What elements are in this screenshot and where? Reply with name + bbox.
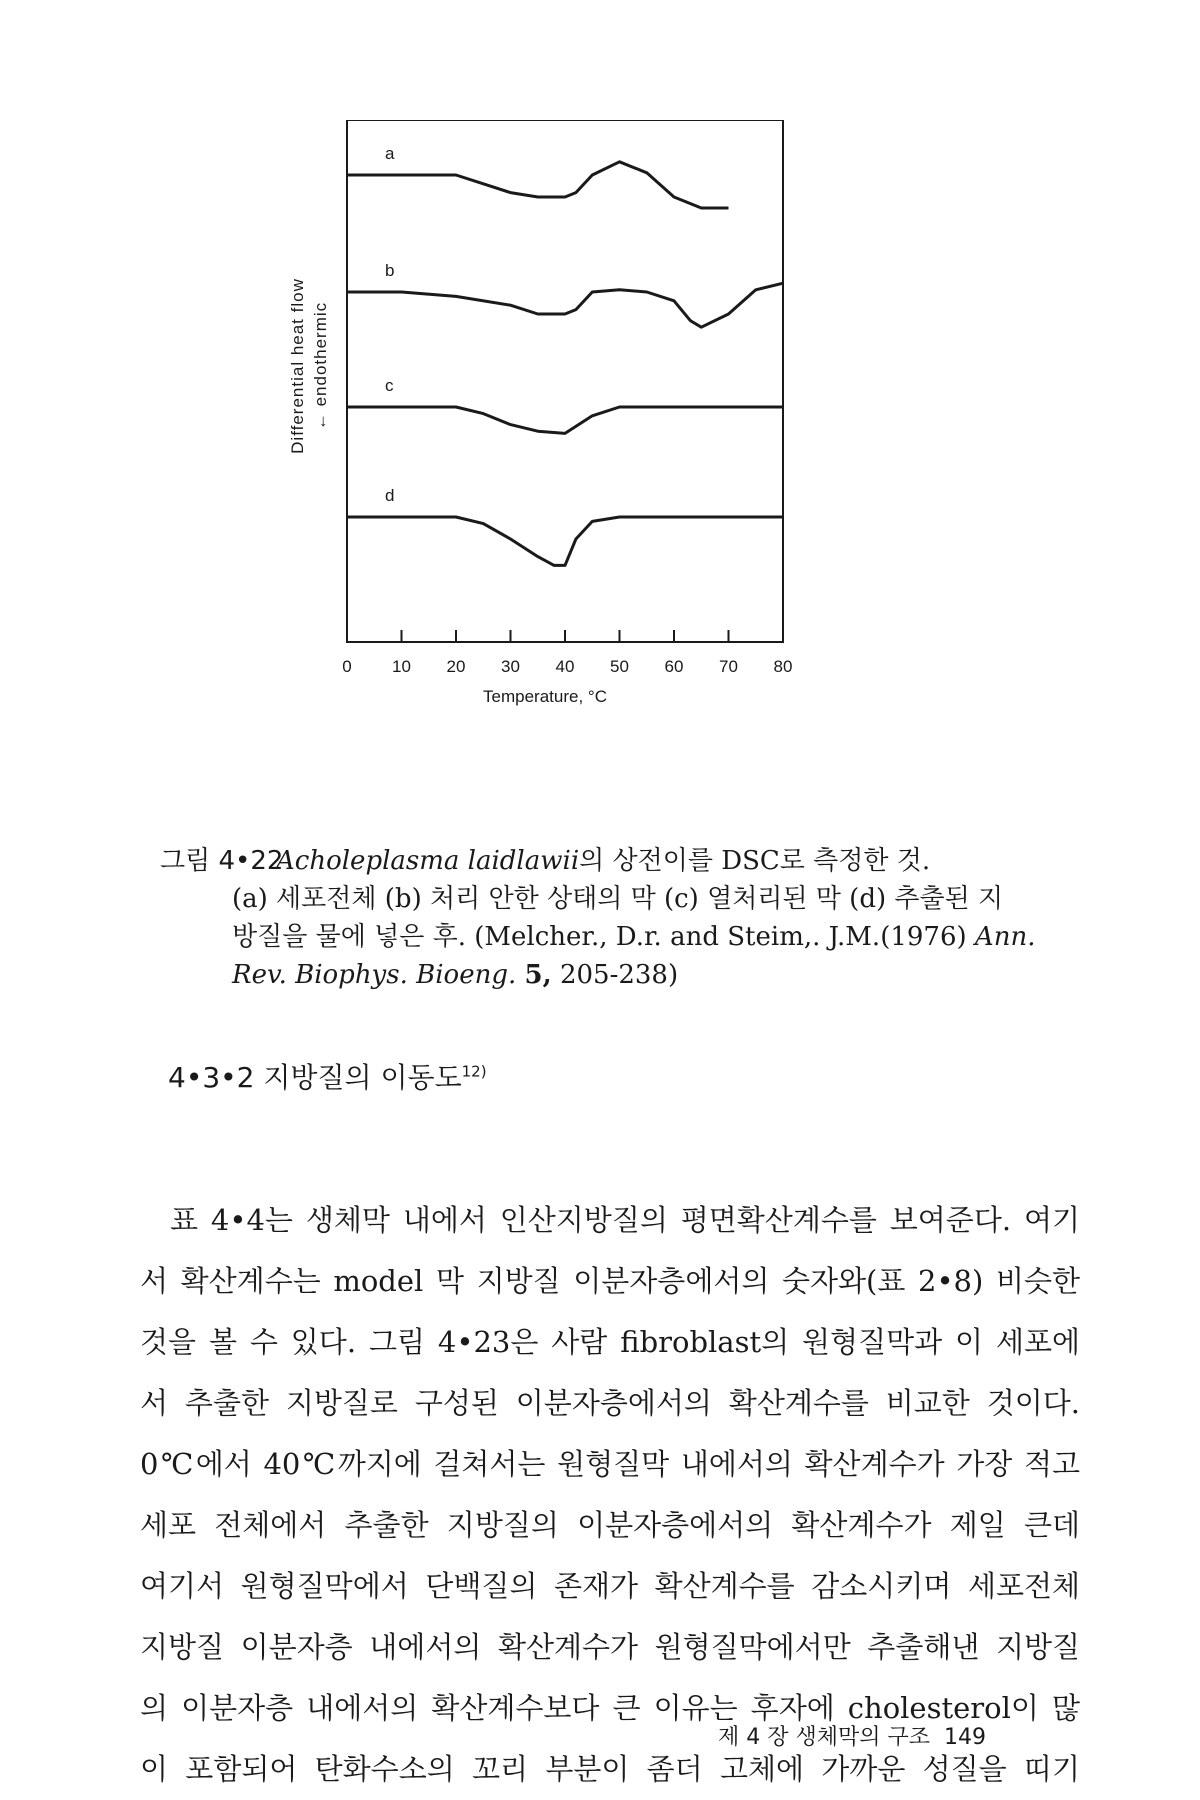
x-tick-label: 40 [555,657,575,676]
caption-korean: 방질을 물에 넣은 후. [232,922,466,952]
x-tick-label: 0 [342,657,352,676]
curve-c [347,407,783,433]
body-line: 서 추출한 지방질로 구성된 이분자층에서의 확산계수를 비교한 것이다. [140,1386,1080,1420]
y-axis-sublabel: ← endothermic [311,301,330,431]
curve-a [347,162,729,208]
page-footer [718,1720,986,1751]
caption-species: Acholeplasma laidlawii [276,846,580,876]
curve-label-b: b [385,261,395,280]
caption-line-1 [160,842,1060,880]
body-line: 여기서 원형질막에서 단백질의 존재가 확산계수를 감소시키며 세포전체 [140,1569,1080,1603]
x-tick-label: 60 [664,657,684,676]
caption-journal-1: Ann. [974,922,1036,952]
caption-pages: 205-238) [559,960,679,990]
x-tick-label: 50 [610,657,629,676]
page-number: 149 [944,1725,986,1750]
x-tick-label: 30 [501,657,520,676]
body-line: 표 4•4는 생체막 내에서 인산지방질의 평면확산계수를 보여준다. 여기 [170,1203,1080,1237]
x-tick-label: 70 [719,657,738,676]
caption-volume: 5, [524,960,552,990]
curve-label-a: a [385,144,395,163]
caption-line-2: (a) 세포전체 (b) 처리 안한 상태의 막 (c) 열처리된 막 (d) 추출된 지 [232,884,1004,914]
caption-reference: (Melcher., D.r. and Steim,. J.M.(1976) [474,922,967,952]
body-line: 지방질 이분자층 내에서의 확산계수가 원형질막에서만 추출해낸 지방질 [140,1630,1080,1664]
x-tick-label: 20 [446,657,466,676]
section-footnote-ref: 12) [461,1062,487,1081]
footer-chapter: 제 4 장 생체막의 구조 [718,1725,930,1750]
section-heading-text: 4•3•2 지방질의 이동도 [168,1061,462,1094]
curve-label-d: d [385,486,395,505]
section-heading [168,1056,487,1096]
body-line: 이 포함되어 탄화수소의 꼬리 부분이 좀더 고체에 가까운 성질을 띠기 [140,1752,1080,1786]
body-line: 세포 전체에서 추출한 지방질의 이분자층에서의 확산계수가 제일 큰데 [140,1508,1080,1542]
curve-b [347,283,783,327]
caption-line-4 [160,956,1060,994]
dsc-chart [270,120,920,800]
caption-line-3 [160,918,1060,956]
curve-d [347,517,783,565]
x-axis-label: Temperature, °C [483,687,607,706]
dsc-figure [270,120,920,800]
body-line: 의 이분자층 내에서의 확산계수보다 큰 이유는 후자에 cholesterol이 많 [140,1691,1080,1725]
body-paragraph [140,1190,1080,1800]
body-line: 0℃에서 40℃까지에 걸쳐서는 원형질막 내에서의 확산계수가 가장 적고 [140,1447,1080,1481]
caption-label: 그림 4•22 [160,846,284,876]
y-axis-label: Differential heat flow [288,278,307,454]
figure-caption [160,842,1060,994]
x-tick-label: 10 [392,657,411,676]
body-line: 서 확산계수는 model 막 지방질 이분자층에서의 숫자와(표 2•8) 비슷한 [140,1264,1080,1298]
curve-label-c: c [385,376,394,395]
body-line: 것을 볼 수 있다. 그림 4•23은 사람 fibroblast의 원형질막과 이 세포에 [140,1325,1080,1359]
caption-title-rest: 의 상전이를 DSC로 측정한 것. [579,846,931,876]
x-tick-label: 80 [773,657,793,676]
caption-journal-2: Rev. Biophys. Bioeng. [232,960,517,990]
